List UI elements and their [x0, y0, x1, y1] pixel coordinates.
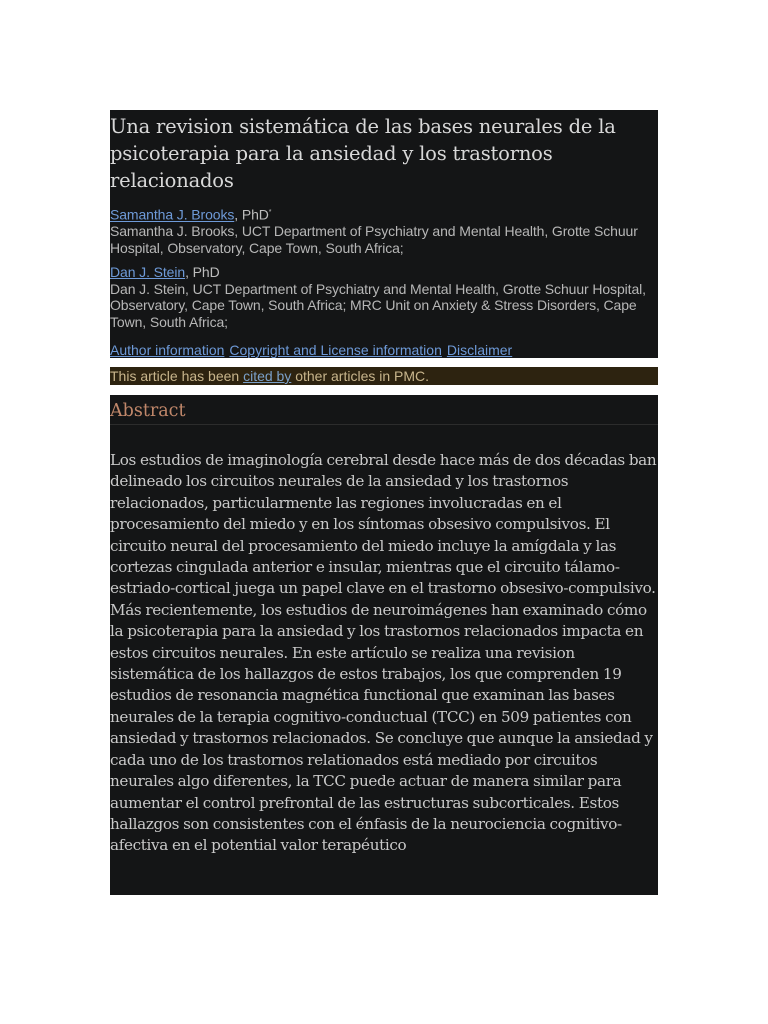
- abstract-heading: Abstract: [110, 398, 658, 425]
- author-block-1: [110, 205, 658, 256]
- author-information-link[interactable]: Author information: [110, 342, 225, 358]
- cited-by-banner: [110, 367, 658, 385]
- author-name-link[interactable]: Samantha J. Brooks: [110, 206, 235, 223]
- author-degree: , PhD: [234, 206, 269, 223]
- author-block-2: [110, 264, 658, 330]
- copyright-license-link[interactable]: Copyright and License information: [229, 342, 442, 358]
- cited-by-suffix: other articles in PMC.: [291, 368, 430, 384]
- author-marker: *: [268, 209, 272, 216]
- article-header: [110, 110, 658, 358]
- disclaimer-link[interactable]: Disclaimer: [446, 342, 513, 358]
- abstract-section: [110, 395, 658, 895]
- abstract-body: Los estudios de imaginología cerebral desde hace más de dos décadas ban delineado los circuitos neurales de la ansiedad y los trastornos relacionados, particularmente las regiones involucradas en el procesamiento del miedo y en los síntomas obsesivo compulsivos. El circuito neural del procesamiento del miedo incluye la amígdala y las cortezas cingulada anterior e insular, mientras que el circuito tálamo-estriado-cortical juega un papel clave en el trastorno obsesivo-compulsivo. Más recientemente, los estudios de neuroimágenes han examinado cómo la psicoterapia para la ansiedad y los trastornos relacionados impacta en estos circuitos neurales. En este artículo se realiza una revision sistemática de los hallazgos de estos trabajos, los que comprenden 19 estudios de resonancia magnética functional que examinan las bases neurales de la terapia cognitivo-conductual (TCC) en 509 patientes con ansiedad y trastornos relacionados. Se concluye que aunque la ansiedad y cada uno de los trastornos relationados está mediado por circuitos neurales algo diferentes, la TCC puede actuar de manera similar para aumentar el control prefrontal de las estructuras subcorticales. Estos hallazgos son consistentes con el énfasis de la neurociencia cognitivo-afectiva en el potential valor terapéutico: [110, 451, 657, 855]
- article-links: [110, 342, 517, 358]
- article-title: Una revision sistemática de las bases neurales de la psicoterapia para la ansiedad y los trastornos relacionados: [110, 115, 616, 192]
- author-affiliation: Dan J. Stein, UCT Department of Psychiatry and Mental Health, Grotte Schuur Hospital, Observatory, Cape Town, South Africa; MRC Unit on Anxiety & Stress Disorders, Cape Town, South Africa;: [110, 280, 646, 330]
- cited-by-text: [110, 367, 658, 385]
- cited-by-link[interactable]: cited by: [243, 368, 292, 384]
- author-degree: , PhD: [185, 264, 220, 280]
- author-name-link[interactable]: Dan J. Stein: [110, 264, 186, 280]
- author-affiliation: Samantha J. Brooks, UCT Department of Psychiatry and Mental Health, Grotte Schuur Hospital, Observatory, Cape Town, South Africa;: [110, 223, 638, 256]
- cited-by-prefix: This article has been: [110, 368, 244, 384]
